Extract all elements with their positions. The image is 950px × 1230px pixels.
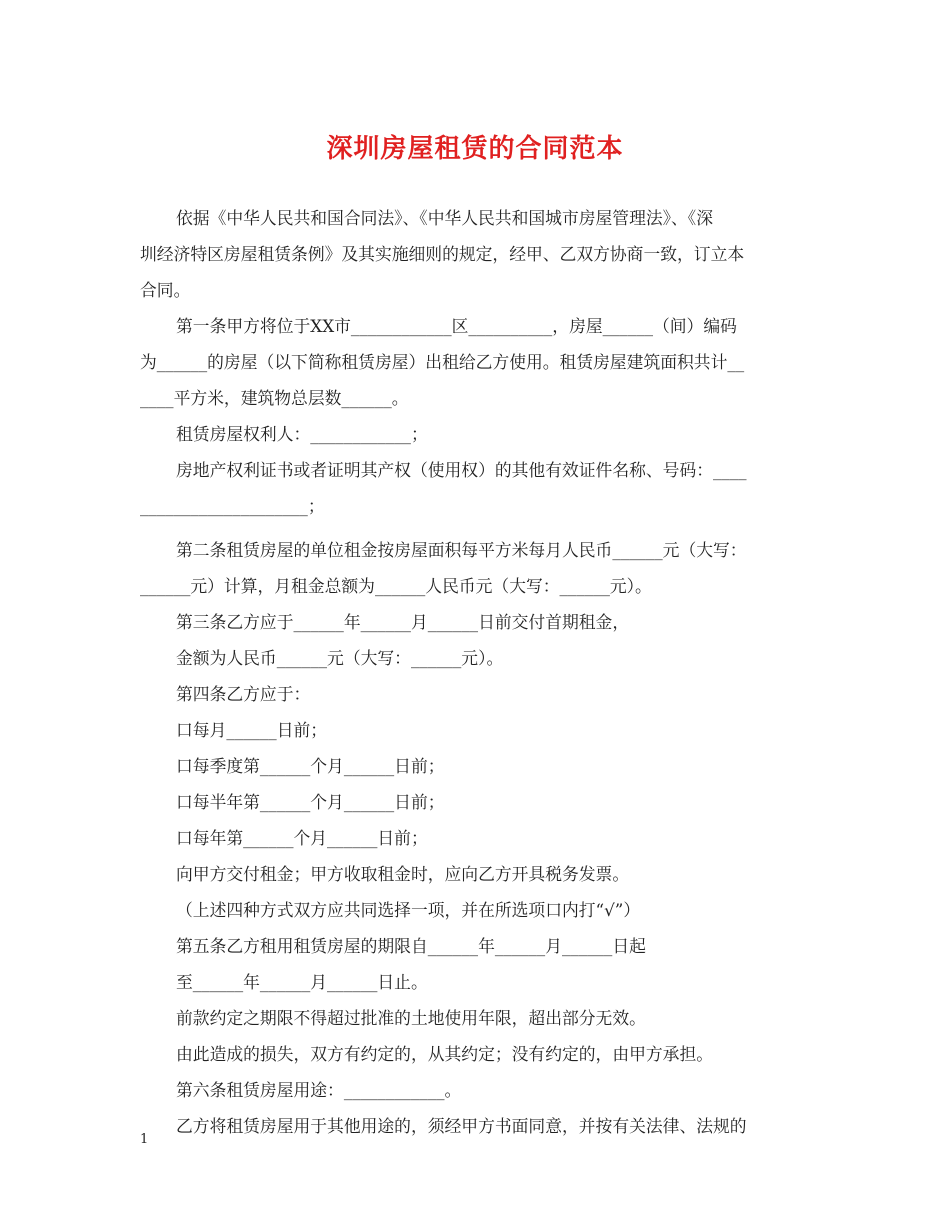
text-line: 依据《中华人民共和国合同法》、《中华人民共和国城市房屋管理法》、《深 [176, 208, 713, 228]
checkbox-option-line: 口每半年第______个月______日前； [176, 792, 445, 812]
text-line: 租赁房屋权利人：____________； [176, 424, 428, 444]
text-line: 金额为人民币______元（大写：______元）。 [176, 648, 504, 668]
text-line: 圳经济特区房屋租赁条例》及其实施细则的规定，经甲、乙双方协商一致，订立本 [140, 244, 745, 264]
text-line: 为______的房屋（以下简称租赁房屋）出租给乙方使用。租赁房屋建筑面积共计__ [140, 352, 745, 372]
text-line: 第二条租赁房屋的单位租金按房屋面积每平方米每月人民币______元（大写： [176, 540, 747, 560]
text-line: 向甲方交付租金；甲方收取租金时，应向乙方开具税务发票。 [176, 864, 630, 884]
text-line: 前款约定之期限不得超过批准的土地使用年限，超出部分无效。 [176, 1008, 646, 1028]
text-line: ______元）计算，月租金总额为______人民币元（大写：______元）。 [140, 576, 652, 596]
text-line: 第五条乙方租用租赁房屋的期限自______年______月______日起 [176, 936, 646, 956]
text-line: 合同。 [140, 280, 191, 300]
page-number: 1 [140, 1132, 149, 1147]
checkbox-option-line: 口每季度第______个月______日前； [176, 756, 445, 776]
text-line: ____平方米，建筑物总层数______。 [140, 388, 409, 408]
checkbox-option-line: 口每月______日前； [176, 720, 328, 740]
text-line: 由此造成的损失，双方有约定的，从其约定；没有约定的，由甲方承担。 [176, 1044, 714, 1064]
document-body [140, 200, 812, 1144]
text-line: （上述四种方式双方应共同选择一项，并在所选项口内打“√”） [176, 900, 641, 920]
document-title: 深圳房屋租赁的合同范本 [326, 134, 624, 164]
text-line: 第一条甲方将位于XX市____________区__________，房屋______（间）编码 [176, 316, 737, 336]
text-line: 第六条租赁房屋用途：____________。 [176, 1080, 462, 1100]
text-line: 房地产权利证书或者证明其产权（使用权）的其他有效证件名称、号码：____ [176, 460, 747, 480]
text-line: 至______年______月______日止。 [176, 972, 428, 992]
text-line: ____________________； [140, 496, 325, 516]
text-line: 第三条乙方应于______年______月______日前交付首期租金， [176, 612, 630, 632]
text-line: 第四条乙方应于： [176, 684, 311, 704]
checkbox-option-line: 口每年第______个月______日前； [176, 828, 428, 848]
text-line: 乙方将租赁房屋用于其他用途的，须经甲方书面同意，并按有关法律、法规的 [176, 1116, 747, 1136]
